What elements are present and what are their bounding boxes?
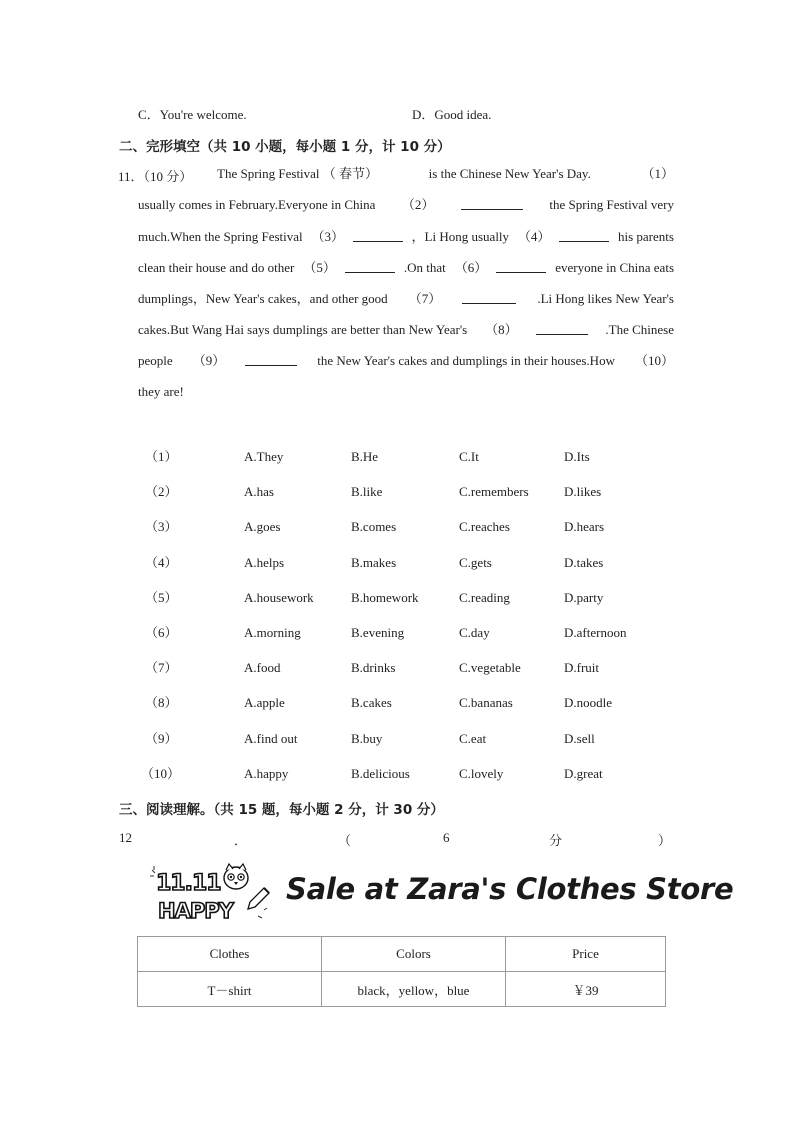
- passage-text: （6）: [454, 260, 488, 275]
- passage-text: they are!: [138, 384, 184, 399]
- option-number: （3）: [145, 519, 178, 535]
- passage-text: his parents: [617, 229, 674, 244]
- passage-text: The Spring Festival （ 春节）: [217, 166, 379, 181]
- q12-paren-close: ）: [658, 833, 672, 848]
- sale-table: [137, 936, 666, 1007]
- answer-blank: [559, 229, 609, 242]
- option-b: B.buy: [351, 730, 383, 746]
- option-d: D.noodle: [564, 695, 613, 711]
- option-b: B.makes: [351, 554, 397, 570]
- passage-line-8: [138, 384, 674, 400]
- passage-line-3: [138, 229, 674, 245]
- passage-line-6: [138, 322, 674, 338]
- table-header-row: [138, 937, 666, 972]
- option-a: A.has: [244, 484, 274, 500]
- option-number: （10）: [141, 765, 181, 781]
- passage-text: usually comes in February.Everyone in China: [138, 197, 376, 212]
- option-number: （8）: [145, 695, 178, 711]
- header-clothes: Clothes: [138, 937, 322, 972]
- option-d: D.fruit: [564, 660, 600, 676]
- option-d: D.Its: [564, 449, 590, 464]
- option-d: D.party: [564, 589, 604, 605]
- q12-score: 6: [443, 830, 450, 845]
- q12-paren-open: （: [338, 833, 352, 848]
- option-a: A.They: [244, 449, 284, 464]
- answer-blank: [496, 260, 546, 273]
- option-b: B.comes: [351, 519, 397, 535]
- option-b: B.delicious: [351, 765, 410, 781]
- section2-heading: 二、完形填空（共 10 小题，每小题 1 分，计 10 分）: [119, 139, 451, 155]
- passage-text: everyone in China eats: [555, 260, 674, 275]
- table-row: [138, 972, 666, 1007]
- passage-text: .The Chinese: [605, 322, 674, 337]
- answer-blank: [462, 291, 516, 304]
- q11-score: （10 分）: [143, 169, 193, 184]
- option-c: C.day: [459, 625, 490, 640]
- passage-text: （8）: [485, 322, 518, 337]
- option-d: D.sell: [564, 730, 595, 746]
- option-c: C.eat: [459, 730, 487, 746]
- sale-banner: [148, 862, 734, 924]
- passage-text: （1）: [641, 166, 674, 181]
- option-d: D.afternoon: [564, 625, 627, 640]
- cell-colors: black，yellow，blue: [322, 972, 506, 1007]
- option-a: A.apple: [244, 695, 285, 711]
- option-a: A.housework: [244, 589, 314, 605]
- answer-blank: [245, 353, 297, 366]
- option-a: A.happy: [244, 765, 289, 781]
- passage-text: （5）: [303, 260, 336, 275]
- q11-number-score: [118, 166, 192, 185]
- option-number: （9）: [145, 730, 178, 746]
- happy-logo-icon: [148, 862, 278, 924]
- header-price: Price: [506, 937, 666, 972]
- passage-line-2: [138, 197, 674, 213]
- section3-heading: 三、阅读理解。（共 15 题，每小题 2 分，计 30 分）: [119, 802, 444, 818]
- q12-number: 12: [119, 830, 132, 845]
- option-c: C.gets: [459, 554, 492, 570]
- option-number: （4）: [145, 554, 178, 570]
- q12-unit: 分: [549, 833, 563, 848]
- passage-text: clean their house and do other: [138, 260, 295, 275]
- cell-clothes: T－shirt: [138, 972, 322, 1007]
- cell-price: ￥39: [506, 972, 666, 1007]
- passage-text: （3）: [311, 229, 344, 244]
- option-d: D.great: [564, 765, 603, 781]
- answer-blank: [345, 260, 395, 273]
- passage-text: dumplings，New Year's cakes，and other good: [138, 291, 388, 306]
- answer-blank: [461, 197, 523, 210]
- option-number: （5）: [145, 589, 178, 605]
- option-a: A.morning: [244, 625, 301, 640]
- passage-text: is the Chinese New Year's Day.: [428, 166, 591, 181]
- passage-text: （2）: [401, 197, 435, 212]
- option-c: C.lovely: [459, 765, 504, 781]
- logo-text-bottom: HAPPY: [158, 899, 233, 923]
- passage-text: （7）: [408, 291, 442, 306]
- passage-line-4: [138, 260, 674, 276]
- passage-text: ，Li Hong usually: [411, 229, 510, 244]
- option-c: C.reaches: [459, 519, 510, 535]
- option-b: B.He: [351, 449, 379, 464]
- header-colors: Colors: [322, 937, 506, 972]
- q12-dot: ．: [234, 833, 248, 848]
- option-b: B.like: [351, 484, 383, 500]
- option-c: C．You're welcome.: [138, 107, 247, 122]
- banner-title: Sale at Zara's Clothes Store: [286, 872, 734, 906]
- option-d: D．Good idea.: [412, 107, 492, 122]
- pencil-icon: [248, 888, 269, 909]
- option-number: （7）: [145, 660, 178, 676]
- passage-text: （9）: [192, 353, 226, 368]
- passage-text: （10）: [634, 353, 674, 368]
- passage-text: people: [138, 353, 173, 368]
- option-number: （2）: [145, 484, 178, 500]
- option-d: D.takes: [564, 554, 604, 570]
- option-c: C.vegetable: [459, 660, 521, 676]
- answer-blank: [353, 229, 403, 242]
- answer-blank: [536, 322, 588, 335]
- passage-text: cakes.But Wang Hai says dumplings are better than New Year's: [138, 322, 468, 337]
- option-a: A.food: [244, 660, 281, 676]
- option-c: C.bananas: [459, 695, 513, 711]
- option-b: B.drinks: [351, 660, 396, 676]
- passage-line-1: [217, 166, 674, 182]
- option-b: B.cakes: [351, 695, 392, 711]
- passage-text: much.When the Spring Festival: [138, 229, 303, 244]
- option-d: D.likes: [564, 484, 602, 500]
- option-number: （1）: [145, 449, 178, 464]
- passage-line-7: [138, 353, 674, 369]
- passage-line-5: [138, 291, 674, 307]
- logo-text-top: 11.11: [156, 871, 221, 896]
- option-c: C.It: [459, 449, 479, 464]
- passage-text: （4）: [517, 229, 551, 244]
- passage-text: .Li Hong likes New Year's: [537, 291, 674, 306]
- option-number: （6）: [145, 625, 178, 640]
- option-a: A.helps: [244, 554, 285, 570]
- passage-text: the New Year's cakes and dumplings in their houses.How: [317, 353, 615, 368]
- passage-text: the Spring Festival very: [549, 197, 674, 212]
- option-d: D.hears: [564, 519, 605, 535]
- option-c: C.remembers: [459, 484, 529, 500]
- option-b: B.evening: [351, 625, 405, 640]
- option-b: B.homework: [351, 589, 419, 605]
- option-a: A.goes: [244, 519, 281, 535]
- passage-text: .On that: [403, 260, 446, 275]
- q11-number: 11．: [118, 169, 144, 184]
- option-a: A.find out: [244, 730, 298, 746]
- option-c: C.reading: [459, 589, 510, 605]
- owl-icon: [224, 864, 248, 889]
